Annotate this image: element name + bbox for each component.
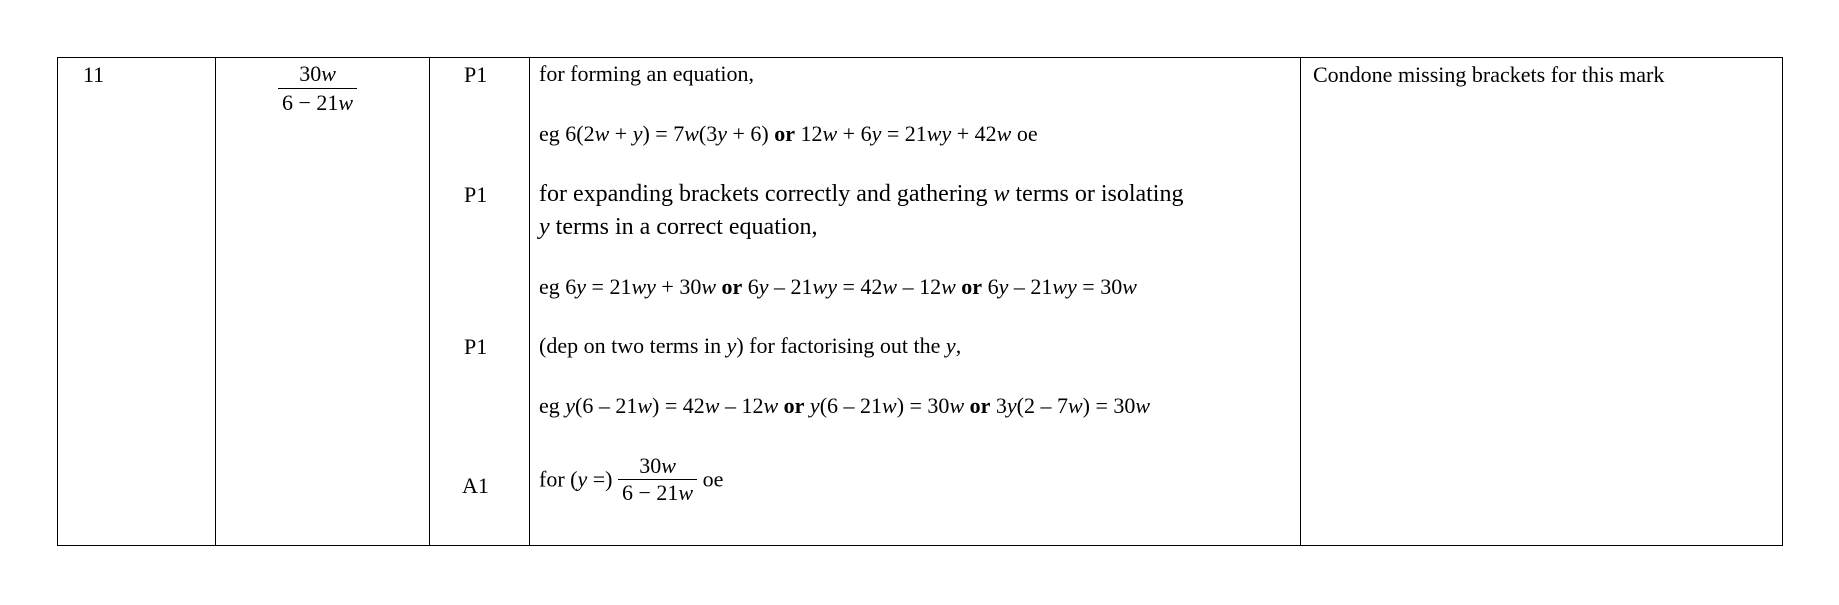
variable: w bbox=[882, 393, 897, 418]
text: 12 bbox=[794, 121, 823, 146]
variable: w bbox=[704, 393, 720, 418]
variable: w bbox=[637, 393, 653, 418]
variable: y bbox=[945, 333, 956, 358]
variable: wy bbox=[926, 121, 952, 146]
mark-code: P1 bbox=[464, 334, 488, 359]
equation bbox=[565, 274, 1137, 299]
variable: w bbox=[701, 274, 717, 299]
variable: w bbox=[763, 393, 779, 418]
variable: w bbox=[882, 274, 898, 299]
answer-numerator-var: w bbox=[321, 61, 336, 86]
or-connector: or bbox=[969, 393, 991, 418]
text: – 12 bbox=[719, 393, 764, 418]
variable: y bbox=[726, 333, 737, 358]
variable: w bbox=[941, 274, 956, 299]
column-divider bbox=[1300, 58, 1301, 545]
text: 6 bbox=[565, 274, 577, 299]
answer-numerator: 30 bbox=[299, 61, 322, 86]
answer-denominator: 6 − 21 bbox=[282, 90, 339, 115]
text: oe bbox=[697, 466, 724, 492]
variable: y bbox=[565, 393, 576, 418]
text: ) = 42 bbox=[652, 393, 705, 418]
text: (3 bbox=[698, 121, 718, 146]
working-line-3a bbox=[539, 181, 1183, 208]
variable: w bbox=[594, 121, 610, 146]
eg-label: eg bbox=[539, 121, 566, 146]
variable: wy bbox=[631, 274, 656, 299]
working-example-3 bbox=[539, 393, 1150, 419]
variable: w bbox=[993, 181, 1010, 207]
equation bbox=[565, 121, 1037, 146]
text: + bbox=[609, 121, 633, 146]
variable: y bbox=[1006, 393, 1017, 418]
working-example-1 bbox=[539, 121, 1038, 147]
working-line-7 bbox=[539, 453, 723, 506]
working-line-5 bbox=[539, 333, 961, 359]
variable: w bbox=[678, 480, 694, 505]
working-line-3b bbox=[539, 214, 818, 241]
text: + 42 bbox=[951, 121, 997, 146]
text: terms or isolating bbox=[1009, 181, 1184, 207]
variable: y bbox=[758, 274, 769, 299]
text: for expanding brackets correctly and gathering bbox=[539, 181, 994, 207]
column-divider bbox=[529, 58, 530, 545]
text: , bbox=[955, 333, 962, 358]
variable: wy bbox=[812, 274, 837, 299]
text: = 30 bbox=[1076, 274, 1123, 299]
variable: y bbox=[539, 214, 550, 240]
variable: w bbox=[684, 121, 699, 146]
text: oe bbox=[1011, 121, 1038, 146]
text: = 21 bbox=[586, 274, 632, 299]
variable: y bbox=[577, 466, 588, 492]
column-divider bbox=[215, 58, 216, 545]
working-example-2 bbox=[539, 274, 1137, 300]
eg-label: eg bbox=[539, 393, 566, 418]
text: 6(2 bbox=[565, 121, 595, 146]
text: ) = 30 bbox=[896, 393, 950, 418]
variable: w bbox=[661, 453, 676, 478]
variable: y bbox=[717, 121, 727, 146]
text: (dep on two terms in bbox=[539, 333, 727, 358]
denominator: 6 − 21 bbox=[621, 480, 679, 505]
text: (2 – 7 bbox=[1016, 393, 1068, 418]
additional-guidance: Condone missing brackets for this mark bbox=[1313, 62, 1665, 87]
variable: wy bbox=[1052, 274, 1077, 299]
variable: y bbox=[871, 121, 882, 146]
variable: y bbox=[998, 274, 1009, 299]
or-connector: or bbox=[961, 274, 983, 299]
answer-denominator-var: w bbox=[338, 90, 354, 115]
numerator: 30 bbox=[639, 453, 662, 478]
final-answer-fraction bbox=[618, 453, 697, 506]
column-divider bbox=[429, 58, 430, 545]
text: (6 – 21 bbox=[575, 393, 638, 418]
variable: w bbox=[996, 121, 1012, 146]
variable: w bbox=[1122, 274, 1137, 299]
equation bbox=[565, 393, 1150, 418]
text: ) = 30 bbox=[1082, 393, 1136, 418]
text: + 6) bbox=[726, 121, 775, 146]
variable: y bbox=[809, 393, 820, 418]
text: = 21 bbox=[881, 121, 927, 146]
text: + 6 bbox=[837, 121, 872, 146]
text: =) bbox=[587, 466, 618, 492]
question-number: 11 bbox=[83, 62, 105, 87]
text: (6 – 21 bbox=[819, 393, 883, 418]
text: 6 bbox=[742, 274, 759, 299]
text: ) = 7 bbox=[642, 121, 685, 146]
mark-code: P1 bbox=[464, 62, 488, 87]
variable: y bbox=[632, 121, 643, 146]
text: – 21 bbox=[1008, 274, 1053, 299]
text: + 30 bbox=[655, 274, 702, 299]
eg-label: eg bbox=[539, 274, 566, 299]
variable: w bbox=[1067, 393, 1083, 418]
text: terms in a correct equation, bbox=[549, 214, 818, 240]
text: ) for factorising out the bbox=[736, 333, 946, 358]
text: = 42 bbox=[837, 274, 883, 299]
text: for ( bbox=[539, 466, 578, 492]
answer-fraction bbox=[278, 60, 357, 117]
text: 3 bbox=[990, 393, 1007, 418]
variable: w bbox=[822, 121, 838, 146]
working-line-1: for forming an equation, bbox=[539, 61, 755, 86]
mark-code: P1 bbox=[464, 182, 488, 207]
mark-code: A1 bbox=[462, 473, 489, 498]
text: – 12 bbox=[897, 274, 942, 299]
or-connector: or bbox=[783, 393, 805, 418]
or-connector: or bbox=[774, 121, 795, 146]
variable: y bbox=[576, 274, 587, 299]
or-connector: or bbox=[721, 274, 743, 299]
text: – 21 bbox=[768, 274, 813, 299]
variable: w bbox=[949, 393, 965, 418]
text: 6 bbox=[982, 274, 999, 299]
variable: w bbox=[1135, 393, 1151, 418]
